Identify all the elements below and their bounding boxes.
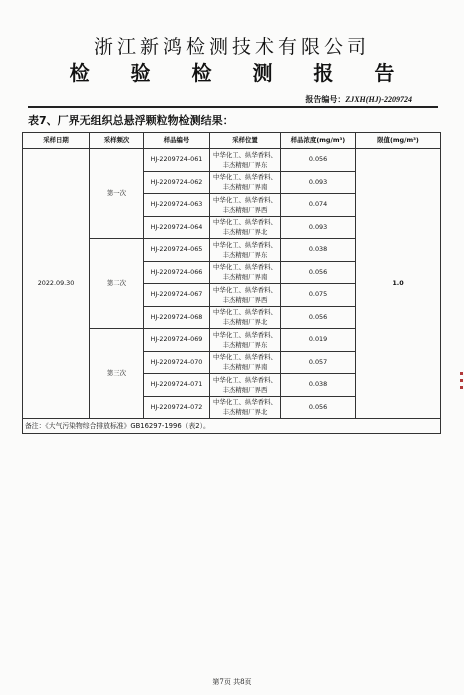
location-line-1: 中华化工、纵华香料、 bbox=[213, 240, 277, 249]
location-line-1: 中华化工、纵华香料、 bbox=[213, 308, 277, 317]
concentration-cell: 0.019 bbox=[281, 329, 356, 352]
concentration-cell: 0.038 bbox=[281, 239, 356, 262]
concentration-cell: 0.056 bbox=[281, 306, 356, 329]
header-concentration: 样品浓度(mg/m³) bbox=[281, 133, 356, 149]
location-line-1: 中华化工、纵华香料、 bbox=[213, 173, 277, 182]
report-number-label: 报告编号： bbox=[305, 94, 346, 104]
location-line-1: 中华化工、纵华香料、 bbox=[213, 375, 277, 384]
location-cell bbox=[210, 351, 281, 374]
sample-id-cell: HJ-2209724-067 bbox=[144, 284, 210, 307]
sample-id-cell: HJ-2209724-063 bbox=[144, 194, 210, 217]
location-line-2: 丰杰精细厂界南 bbox=[222, 273, 268, 282]
header-sample-id: 样品编号 bbox=[144, 133, 210, 149]
location-cell bbox=[210, 329, 281, 352]
location-line-2: 丰杰精细厂界东 bbox=[222, 160, 268, 169]
location-line-2: 丰杰精细厂界东 bbox=[222, 250, 268, 259]
location-cell bbox=[210, 171, 281, 194]
location-cell bbox=[210, 194, 281, 217]
location-cell bbox=[210, 149, 281, 172]
location-cell bbox=[210, 306, 281, 329]
table-body bbox=[23, 149, 441, 419]
note-row bbox=[23, 419, 441, 434]
table-note: 备注：《大气污染物综合排放标准》GB16297-1996（表2）。 bbox=[23, 419, 441, 434]
frequency-cell: 第二次 bbox=[90, 239, 144, 329]
location-cell bbox=[210, 261, 281, 284]
concentration-cell: 0.075 bbox=[281, 284, 356, 307]
header-limit: 限值(mg/m³) bbox=[356, 133, 441, 149]
concentration-cell: 0.038 bbox=[281, 374, 356, 397]
page-footer: 第7页 共8页 bbox=[212, 678, 252, 686]
company-name: 浙江新鸿检测技术有限公司 bbox=[93, 36, 370, 58]
table-row bbox=[23, 149, 441, 172]
sample-id-cell: HJ-2209724-066 bbox=[144, 261, 210, 284]
location-cell bbox=[210, 374, 281, 397]
location-cell bbox=[210, 216, 281, 239]
location-line-1: 中华化工、纵华香料、 bbox=[213, 285, 277, 294]
location-line-2: 丰杰精细厂界南 bbox=[222, 363, 268, 372]
header-location: 采样位置 bbox=[210, 133, 281, 149]
location-line-1: 中华化工、纵华香料、 bbox=[213, 263, 277, 272]
location-line-2: 丰杰精细厂界东 bbox=[222, 340, 268, 349]
concentration-cell: 0.093 bbox=[281, 171, 356, 194]
sample-id-cell: HJ-2209724-070 bbox=[144, 351, 210, 374]
sample-id-cell: HJ-2209724-064 bbox=[144, 216, 210, 239]
location-line-1: 中华化工、纵华香料、 bbox=[213, 353, 277, 362]
concentration-cell: 0.056 bbox=[281, 149, 356, 172]
sample-id-cell: HJ-2209724-062 bbox=[144, 171, 210, 194]
concentration-cell: 0.057 bbox=[281, 351, 356, 374]
sample-id-cell: HJ-2209724-065 bbox=[144, 239, 210, 262]
location-line-1: 中华化工、纵华香料、 bbox=[213, 330, 277, 339]
sample-id-cell: HJ-2209724-071 bbox=[144, 374, 210, 397]
location-line-1: 中华化工、纵华香料、 bbox=[213, 195, 277, 204]
results-table bbox=[22, 132, 441, 434]
table-header-row bbox=[23, 133, 441, 149]
location-cell bbox=[210, 284, 281, 307]
location-line-2: 丰杰精细厂界北 bbox=[222, 318, 268, 327]
concentration-cell: 0.056 bbox=[281, 261, 356, 284]
concentration-cell: 0.056 bbox=[281, 396, 356, 419]
location-line-2: 丰杰精细厂界西 bbox=[222, 385, 268, 394]
location-line-1: 中华化工、纵华香料、 bbox=[213, 398, 277, 407]
frequency-cell: 第一次 bbox=[90, 149, 144, 239]
sample-id-cell: HJ-2209724-069 bbox=[144, 329, 210, 352]
header-date: 采样日期 bbox=[23, 133, 90, 149]
section-title: 表7、厂界无组织总悬浮颗粒物检测结果： bbox=[28, 114, 234, 127]
sample-id-cell: HJ-2209724-061 bbox=[144, 149, 210, 172]
report-number bbox=[305, 94, 412, 105]
concentration-cell: 0.093 bbox=[281, 216, 356, 239]
report-title: 检 验 检 测 报 告 bbox=[69, 61, 412, 85]
location-cell bbox=[210, 239, 281, 262]
location-line-2: 丰杰精细厂界北 bbox=[222, 228, 268, 237]
seam-stamp-mark bbox=[460, 372, 464, 398]
sampling-date-cell: 2022.09.30 bbox=[23, 149, 90, 419]
sample-id-cell: HJ-2209724-068 bbox=[144, 306, 210, 329]
frequency-cell: 第三次 bbox=[90, 329, 144, 419]
sample-id-cell: HJ-2209724-072 bbox=[144, 396, 210, 419]
report-number-value: ZJXH(HJ)-2209724 bbox=[345, 95, 412, 104]
location-line-2: 丰杰精细厂界北 bbox=[222, 408, 268, 417]
location-line-2: 丰杰精细厂界西 bbox=[222, 205, 268, 214]
header-frequency: 采样频次 bbox=[90, 133, 144, 149]
location-line-2: 丰杰精细厂界西 bbox=[222, 295, 268, 304]
header-divider bbox=[28, 106, 438, 108]
concentration-cell: 0.074 bbox=[281, 194, 356, 217]
location-cell bbox=[210, 396, 281, 419]
location-line-2: 丰杰精细厂界南 bbox=[222, 183, 268, 192]
location-line-1: 中华化工、纵华香料、 bbox=[213, 150, 277, 159]
limit-cell: 1.0 bbox=[356, 149, 441, 419]
location-line-1: 中华化工、纵华香料、 bbox=[213, 218, 277, 227]
